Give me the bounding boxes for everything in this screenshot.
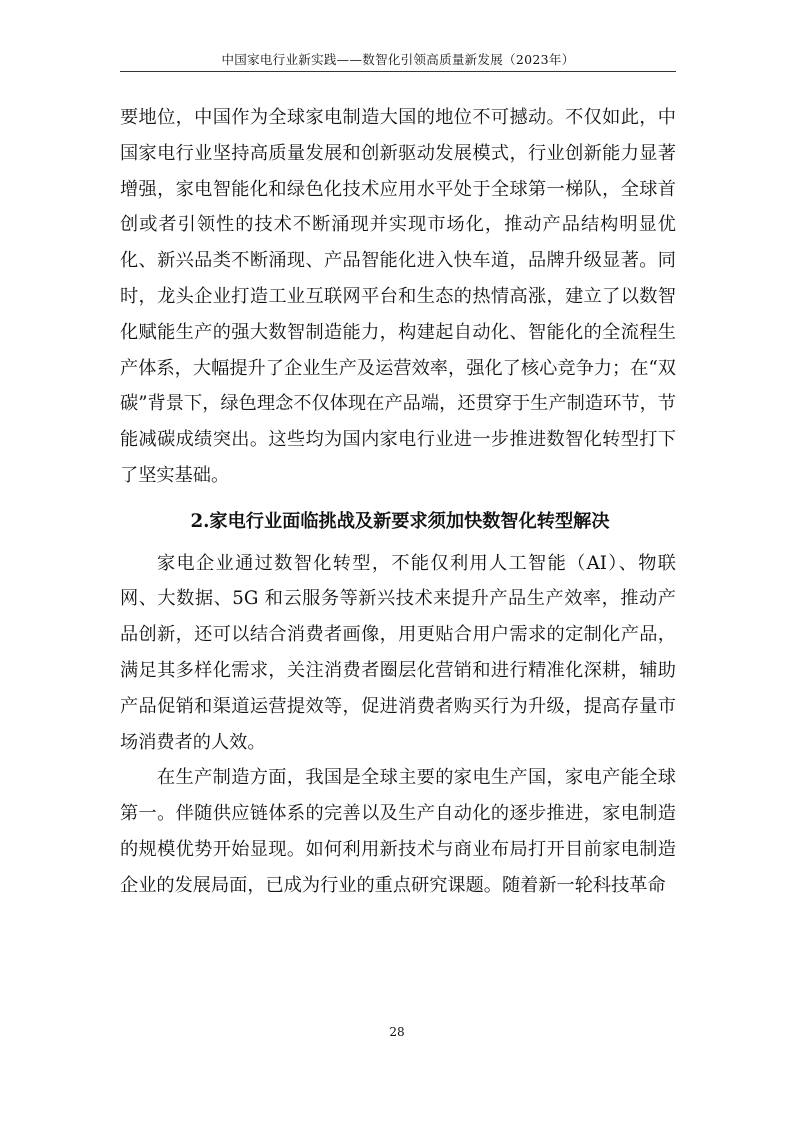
body-paragraph: 在生产制造方面，我国是全球主要的家电生产国，家电产能全球第一。伴随供应链体系的完善以及生产自动化的逐步推进，家电制造的规模优势开始显现。如何利用新技术与商业布局打开目前家电制造企业的发展局面，已成为行业的重点研究课题。随着新一轮科技革命 [120,767,676,896]
body-paragraph-continued: 要地位，中国作为全球家电制造大国的地位不可撼动。不仅如此，中国家电行业坚持高质量发展和创新驱动发展模式，行业创新能力显著增强，家电智能化和绿色化技术应用水平处于全球第一梯队，全球首创或者引领性的技术不断涌现并实现市场化，推动产品结构明显优化、新兴品类不断涌现、产品智能化进入快车道，品牌升级显著。同时，龙头企业打造工业互联网平台和生态的热情高涨，建立了以数智化赋能生产的强大数智制造能力，构建起自动化、智能化的全流程生产体系，大幅提升了企业生产及运营效率，强化了核心竞争力；在“双碳”背景下，绿色理念不仅体现在产品端，还贯穿于生产制造环节，节能减碳成绩突出。这些均为国内家电行业进一步推进数智化转型打下了坚实基础。 [120,107,676,486]
running-header: 中国家电行业新实践——数智化引领高质量新发展（2023年） [221,52,575,67]
body-paragraph: 家电企业通过数智化转型，不能仅利用人工智能（AI）、物联网、大数据、5G 和云服务等新兴技术来提升产品生产效率，推动产品创新，还可以结合消费者画像，用更贴合用户需求的定制化产品，满足其多样化需求，关注消费者圈层化营销和进行精准化深耕，辅助产品促销和渠道运营提效等，促进消费者购买行为升级，提高存量市场消费者的人效。 [120,552,676,753]
section-heading: 2.家电行业面临挑战及新要求须加快数智化转型解决 [190,510,610,532]
header-divider [120,71,676,72]
page-number: 28 [389,1025,405,1039]
page-body [120,100,676,904]
